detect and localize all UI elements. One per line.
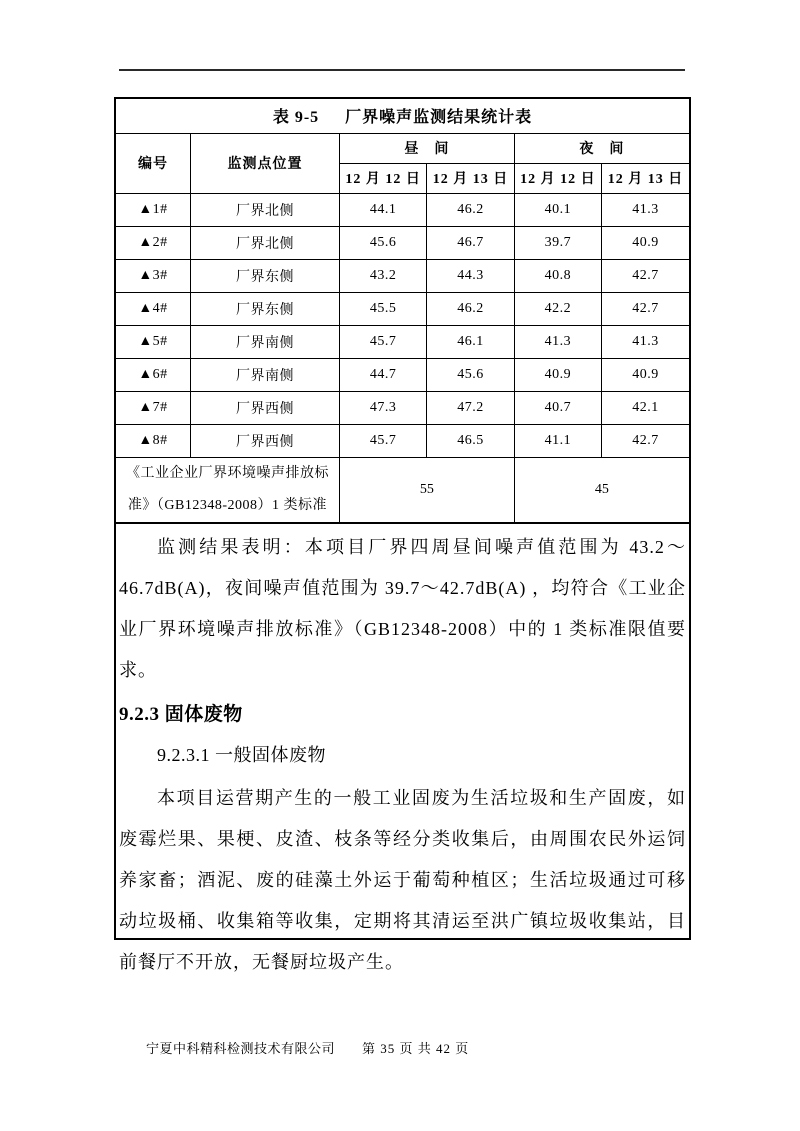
point-location: 厂界西侧: [190, 424, 339, 457]
value-night-2: 42.7: [602, 424, 689, 457]
table-row: [116, 226, 689, 259]
point-location: 厂界北侧: [190, 193, 339, 226]
point-location: 厂界北侧: [190, 226, 339, 259]
subsection-heading: 9.2.3.1 一般固体废物: [157, 744, 326, 765]
solid-waste-paragraph: 本项目运营期产生的一般工业固废为生活垃圾和生产固废，如废霉烂果、果梗、皮渣、枝条等经分类收集后，由周围农民外运饲养家畜；酒泥、废的硅藻土外运于葡萄种植区；生活垃圾通过可移动垃圾桶、收集箱等收集，定期将其清运至洪广镇垃圾收集站，目前餐厅不开放，无餐厨垃圾产生。: [119, 787, 686, 972]
noise-results-table: [116, 99, 689, 524]
value-day-2: 46.5: [427, 424, 514, 457]
value-day-1: 44.7: [339, 358, 426, 391]
col-header-day-date-2: 12 月 13 日: [427, 163, 514, 193]
value-day-1: 45.5: [339, 292, 426, 325]
value-day-1: 44.1: [339, 193, 426, 226]
table-row: [116, 391, 689, 424]
footer-company: 宁夏中科精科检测技术有限公司: [146, 1041, 336, 1056]
value-day-2: 47.2: [427, 391, 514, 424]
table-title-number: 表 9-5: [272, 109, 320, 127]
value-night-2: 40.9: [602, 226, 689, 259]
value-night-1: 40.9: [514, 358, 601, 391]
value-night-1: 41.3: [514, 325, 601, 358]
value-night-1: 40.7: [514, 391, 601, 424]
point-id: ▲5#: [116, 325, 190, 358]
value-day-2: 46.2: [427, 292, 514, 325]
table-row: [116, 325, 689, 358]
table-title: [116, 99, 689, 133]
value-night-1: 40.8: [514, 259, 601, 292]
value-night-2: 42.7: [602, 259, 689, 292]
result-paragraph: 监测结果表明：本项目厂界四周昼间噪声值范围为 43.2～46.7dB(A)，夜间噪声值范围为 39.7～42.7dB(A) ，均符合《工业企业厂界环境噪声排放标准》（GB12348-2008）中的 1 类标准限值要求。: [119, 536, 686, 680]
col-header-id: 编号: [116, 133, 190, 193]
point-id: ▲4#: [116, 292, 190, 325]
col-header-nighttime: 夜 间: [514, 133, 689, 163]
standard-row: [116, 457, 689, 523]
standard-day-limit: 55: [339, 457, 514, 523]
body-text: [116, 527, 689, 983]
value-night-2: 42.7: [602, 292, 689, 325]
value-day-1: 43.2: [339, 259, 426, 292]
value-day-2: 46.7: [427, 226, 514, 259]
value-day-1: 47.3: [339, 391, 426, 424]
point-id: ▲1#: [116, 193, 190, 226]
value-night-2: 41.3: [602, 193, 689, 226]
value-night-2: 40.9: [602, 358, 689, 391]
point-id: ▲7#: [116, 391, 190, 424]
value-day-2: 44.3: [427, 259, 514, 292]
point-location: 厂界西侧: [190, 391, 339, 424]
standard-night-limit: 45: [514, 457, 689, 523]
table-row: [116, 292, 689, 325]
col-header-night-date-1: 12 月 12 日: [514, 163, 601, 193]
table-row: [116, 259, 689, 292]
point-id: ▲8#: [116, 424, 190, 457]
section-heading: 9.2.3 固体废物: [119, 703, 243, 725]
page-footer: [0, 1038, 800, 1058]
value-night-2: 41.3: [602, 325, 689, 358]
table-title-row: [116, 99, 689, 133]
table-row: [116, 358, 689, 391]
value-day-1: 45.7: [339, 424, 426, 457]
point-location: 厂界南侧: [190, 358, 339, 391]
col-header-daytime: 昼 间: [339, 133, 514, 163]
col-header-night-date-2: 12 月 13 日: [602, 163, 689, 193]
point-location: 厂界东侧: [190, 259, 339, 292]
footer-page-info: 第 35 页 共 42 页: [362, 1041, 470, 1056]
value-day-2: 45.6: [427, 358, 514, 391]
table-title-text: 厂界噪声监测结果统计表: [345, 109, 533, 127]
value-day-1: 45.6: [339, 226, 426, 259]
point-id: ▲2#: [116, 226, 190, 259]
value-day-1: 45.7: [339, 325, 426, 358]
table-header-row-1: [116, 133, 689, 163]
header-rule: [119, 69, 685, 71]
value-day-2: 46.1: [427, 325, 514, 358]
point-location: 厂界东侧: [190, 292, 339, 325]
point-location: 厂界南侧: [190, 325, 339, 358]
value-night-1: 42.2: [514, 292, 601, 325]
value-night-2: 42.1: [602, 391, 689, 424]
value-night-1: 41.1: [514, 424, 601, 457]
point-id: ▲3#: [116, 259, 190, 292]
table-row: [116, 193, 689, 226]
value-night-1: 39.7: [514, 226, 601, 259]
col-header-location: 监测点位置: [190, 133, 339, 193]
standard-label: 《工业企业厂界环境噪声排放标准》（GB12348-2008）1 类标准: [116, 457, 339, 523]
value-night-1: 40.1: [514, 193, 601, 226]
point-id: ▲6#: [116, 358, 190, 391]
col-header-day-date-1: 12 月 12 日: [339, 163, 426, 193]
table-row: [116, 424, 689, 457]
value-day-2: 46.2: [427, 193, 514, 226]
content-frame: [114, 97, 691, 972]
